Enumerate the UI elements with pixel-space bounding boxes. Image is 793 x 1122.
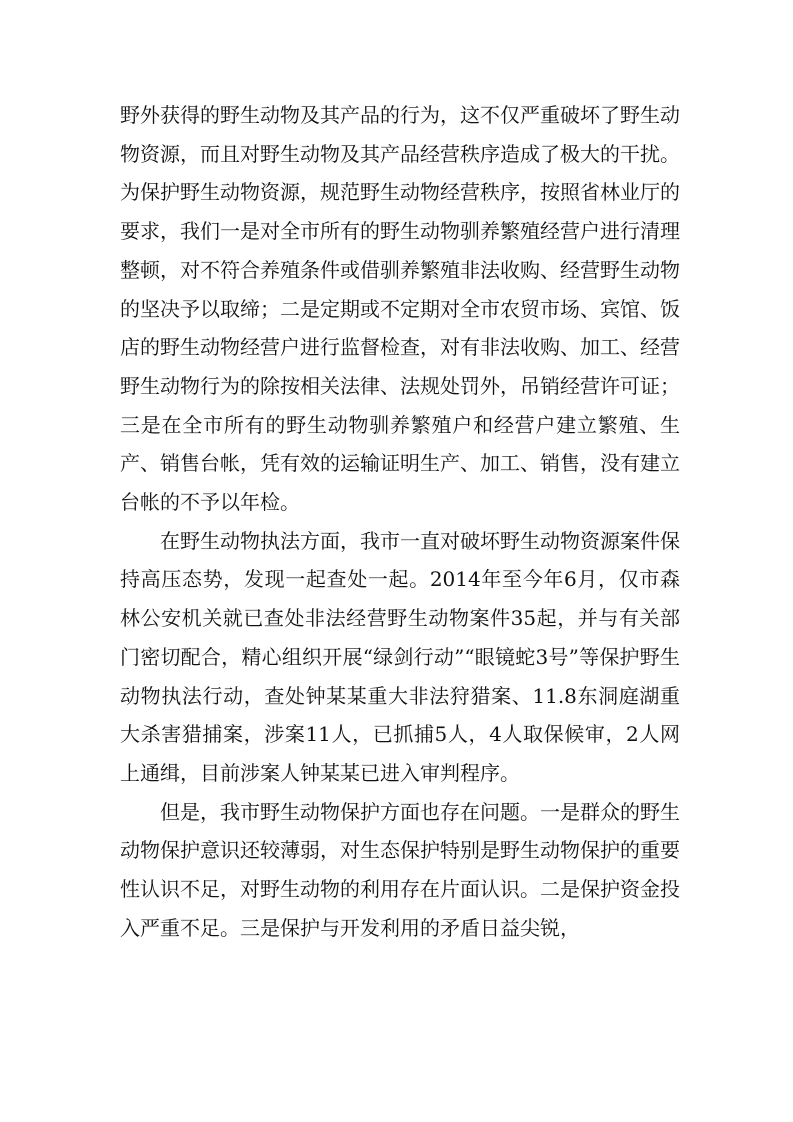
paragraph-enforcement: 在野生动物执法方面，我市一直对破坏野生动物资源案件保持高压态势，发现一起查处一起。2014年至今年6月，仅市森林公安机关就已查处非法经营野生动物案件35起，并与有关部门密切配合，精心组织开展“绿剑行动”“眼镜蛇3号”等保护野生动物执法行动，查处钟某某重大非法狩猎案、11.8东洞庭湖重大杀害猎捕案，涉案11人，已抓捕5人，4人取保候审，2人网上通缉，目前涉案人钟某某已进入审判程序。 <box>120 528 680 785</box>
paragraph-problems: 但是，我市野生动物保护方面也存在问题。一是群众的野生动物保护意识还较薄弱，对生态保护特别是野生动物保护的重要性认识不足，对野生动物的利用存在片面认识。二是保护资金投入严重不足。三是保护与开发利用的矛盾日益尖锐， <box>120 799 680 940</box>
document-body <box>120 96 680 947</box>
paragraph-regulation: 野外获得的野生动物及其产品的行为，这不仅严重破坏了野生动物资源，而且对野生动物及其产品经营秩序造成了极大的干扰。为保护野生动物资源，规范野生动物经营秩序，按照省林业厅的要求，我们一是对全市所有的野生动物驯养繁殖经营户进行清理整顿，对不符合养殖条件或借驯养繁殖非法收购、经营野生动物的坚决予以取缔；二是定期或不定期对全市农贸市场、宾馆、饭店的野生动物经营户进行监督检查，对有非法收购、加工、经营野生动物行为的除按相关法律、法规处罚外，吊销经营许可证；三是在全市所有的野生动物驯养繁殖户和经营户建立繁殖、生产、销售台帐，凭有效的运输证明生产、加工、销售，没有建立台帐的不予以年检。 <box>120 103 680 515</box>
